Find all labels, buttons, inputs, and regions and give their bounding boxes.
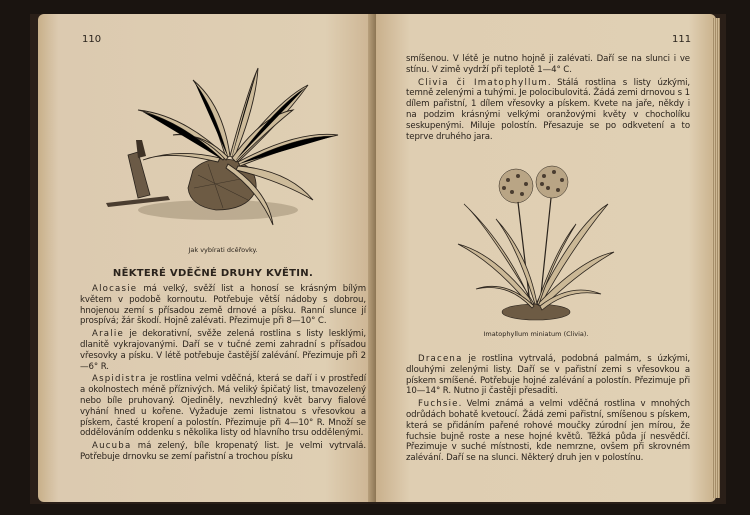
paragraph-continuation: smíšenou. V létě je nutno hojně ji zalévati. Daří se na slunci i ve stínu. V zimě vydrží při teplotě 1—4° C. [406,54,690,75]
left-page-body [80,284,366,465]
keyword-dracena: Dracena [418,354,463,364]
figure-clivia [456,164,616,324]
right-page-top-text [406,54,690,144]
keyword-fuchsie: Fuchsie [418,399,459,410]
figure-caption-right: Imatophyllum miniatum (Clivia). [483,330,589,338]
keyword-aralie: Aralie [92,329,124,340]
keyword-alocasie: Alocasie [92,284,138,294]
keyword-clivia: Clivia či Imatophyllum [418,77,548,88]
keyword-aspidistra: Aspidistra [92,374,147,385]
page-number-right: 111 [672,34,692,45]
paragraph-dracena: Dracena je rostlina vytrvalá, podobná palmám, s úzkými, dlouhými zelenými listy. Daří se v pařistní zemi s vřesovkou a pískem smíšené. Potřebuje hojné zalévání a polostín. Přezimuje při 10—14° R. Nutno ji častěji přesaditi. [406,354,690,397]
right-page [376,14,716,502]
left-page [38,14,376,502]
open-book [30,14,726,504]
paragraph-clivia: Clivia či Imatophyllum. Stálá rostlina s listy úzkými, temně zelenými a tuhými. Je polocibulovitá. Žádá zemi drnovou s 1 dílem pařistní, 1 dílem vřesovky a pískem. Kvete na jaře, někdy i na podzim krásnými velkými oranžovými květy v chocholíku seskupenými. Miluje polostín. Přesazuje se po odkvetení a to teprve druhého jara. [406,77,691,142]
figure-caption-left: Jak vybírati dcěřovky. [188,246,258,254]
paragraph-aralie: Aralie je dekorativní, svěže zelená rostlina s listy lesklými, dlanitě vykrajovanými. Daří se v tučné zemi zahradní s přísadou vřesovky a písku. V létě potřebuje častější zalévání. Přezimuje při 2—6° R. [80,329,366,372]
paragraph-aucuba: Aucuba má zelený, bíle kropenatý list. Je velmi vytrvalá. Potřebuje drnovku se zemí pařistní a trochou písku [80,441,366,462]
right-page-bottom-text [406,354,690,466]
keyword-aucuba: Aucuba [92,441,132,452]
figure-plant-division [98,60,348,235]
page-number-left: 110 [82,34,102,45]
paragraph-aspidistra: Aspidistra je rostlina velmi vděčná, která se daří i v prostředí a okolnostech méně příznivých. Má veliký špičatý list, tmavozelený nebo bíle pruhovaný. Ojediněly, nevzhledný květ barvy fialové vyhání hned u kořene. Vyžaduje zemi listnatou s vřesovkou a pískem, časté kropení a polostín. Přezimuje při 4—10° R. Množí se oddělováním oddenku s několika listy od hlavního trsu oddělenými. [80,374,366,439]
paragraph-alocasie: Alocasie má velký, svěží list a honosí se krásným bílým květem v podobě kornoutu. Potřebuje větší nádoby s dobrou, hnojenou zemí s přísadou země drnové a písku. Ranní slunce jí prospívá; žár škodí. Hojně zalévati. Přezimuje při 8—10° C. [80,284,366,327]
page-edges [712,18,720,498]
section-heading: NĚKTERÉ VDĚČNÉ DRUHY KVĚTIN. [112,268,314,279]
paragraph-fuchsie: Fuchsie. Velmi známá a velmi vděčná rostlina v mnohých odrůdách bohatě kvetoucí. Žádá zemi pařistní, smíšenou s pískem, která se přidáním pařené rohové moučky zúrodní jen mírou, že fuchsie bujně roste a nese hojné květů. Těžká půda jí nesvědčí. Přezimuje v suché místnosti, kde nemrzne, ovšem při skrovném zalévání. Daří se na slunci. Některý druh jen v polostínu. [406,399,690,464]
